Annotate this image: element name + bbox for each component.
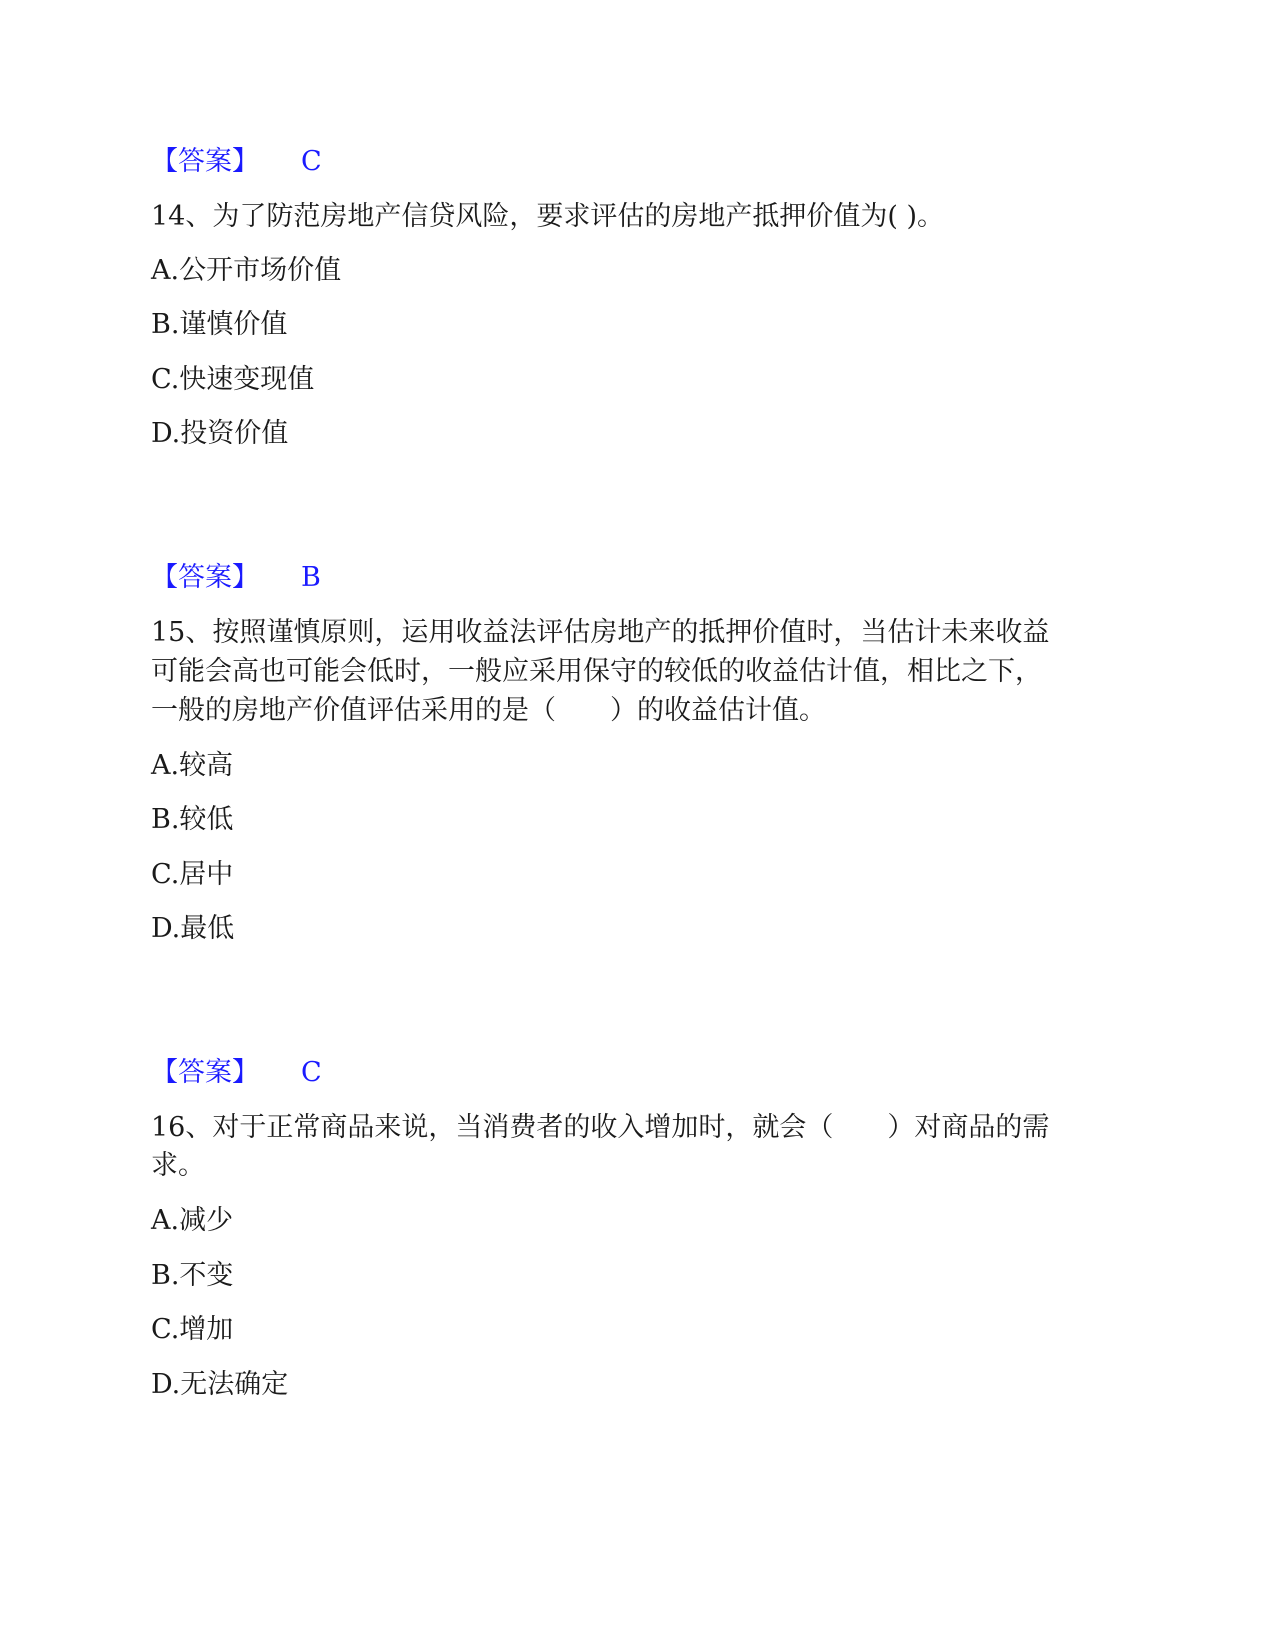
option-d: D.最低	[151, 913, 235, 944]
option-a: A.减少	[151, 1205, 234, 1236]
answer-label: 【答案】	[151, 146, 259, 177]
option-c: C.快速变现值	[151, 364, 315, 395]
answer-line	[151, 558, 321, 598]
answer-value: C	[301, 1057, 322, 1088]
option-c: C.增加	[151, 1314, 234, 1345]
option-c: C.居中	[151, 859, 234, 890]
option-b: B.谨慎价值	[151, 309, 288, 340]
question-text-line-3: 一般的房地产价值评估采用的是（ ）的收益估计值。	[151, 695, 826, 726]
answer-value: B	[301, 562, 321, 593]
option-a: A.较高	[151, 750, 234, 781]
answer-line	[151, 1053, 322, 1093]
option-b: B.不变	[151, 1260, 234, 1291]
option-b: B.较低	[151, 804, 234, 835]
question-text-line-1: 15、按照谨慎原则，运用收益法评估房地产的抵押价值时，当估计未来收益	[151, 617, 1050, 648]
answer-line	[151, 142, 322, 182]
option-d: D.投资价值	[151, 418, 289, 449]
question-text-line-1: 16、对于正常商品来说，当消费者的收入增加时，就会（ ）对商品的需	[151, 1112, 1050, 1143]
question-text-line-2: 可能会高也可能会低时，一般应采用保守的较低的收益估计值，相比之下，	[151, 656, 1042, 687]
option-a: A.公开市场价值	[151, 255, 342, 286]
answer-label: 【答案】	[151, 1057, 259, 1088]
option-d: D.无法确定	[151, 1369, 289, 1400]
question-text-line-2: 求。	[151, 1150, 205, 1181]
answer-value: C	[301, 146, 322, 177]
answer-label: 【答案】	[151, 562, 259, 593]
question-text: 14、为了防范房地产信贷风险，要求评估的房地产抵押价值为( )。	[151, 201, 945, 232]
